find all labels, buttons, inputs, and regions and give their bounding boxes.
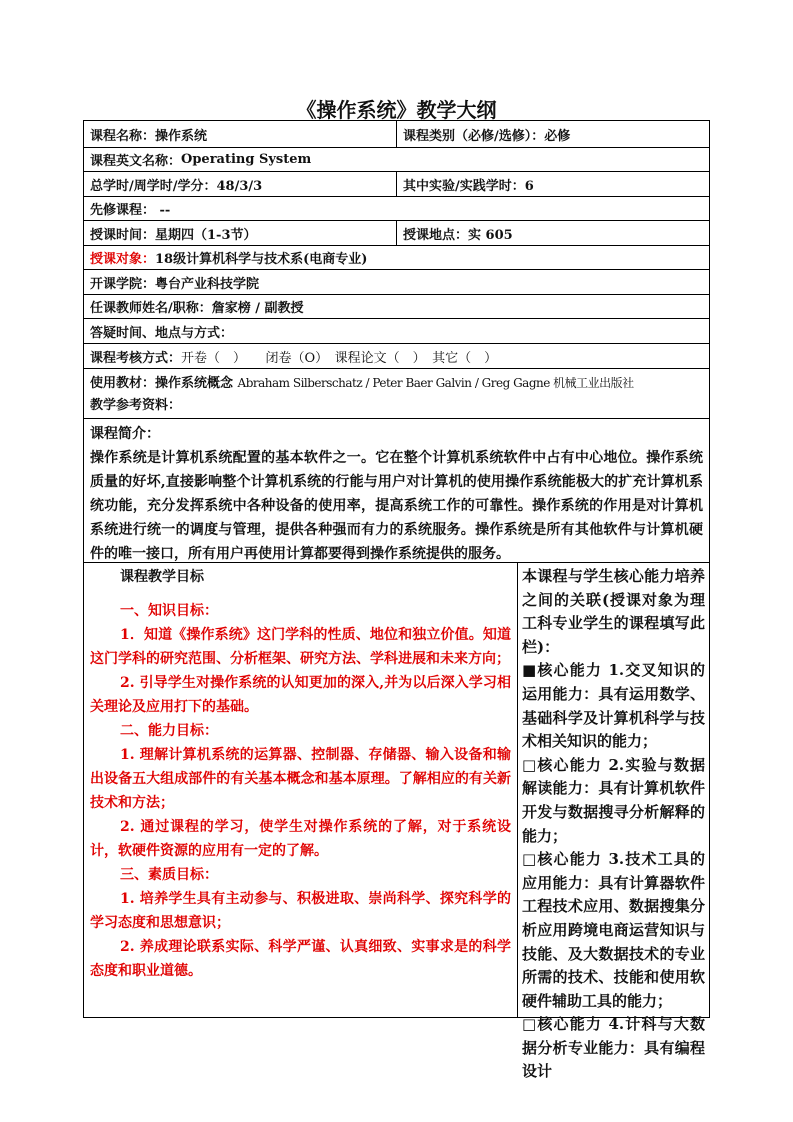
core-heading: 本课程与学生核心能力培养之间的关联(授课对象为理工科专业学生的课程填写此栏)： — [522, 567, 705, 656]
table-row — [84, 344, 709, 369]
course-name: 课程名称：操作系统 — [84, 121, 397, 147]
credit-hours: 总学时/周学时/学分：48/3/3 — [84, 172, 397, 196]
table-row — [84, 419, 709, 563]
assessment-label: 课程考核方式： — [90, 350, 182, 366]
audience — [84, 246, 709, 269]
reference-materials: 教学参考资料： — [90, 398, 182, 413]
textbooks — [84, 369, 709, 418]
table-row — [84, 563, 709, 1081]
textbook-label: 使用教材：操作系统概念 — [90, 376, 238, 391]
textbook-value: Abraham Silberschatz / Peter Baer Galvin / Greg Gagne 机械工业出版社 — [237, 376, 634, 390]
audience-value: 18级计算机科学与技术系(电商专业) — [155, 252, 368, 267]
table-row — [84, 121, 709, 148]
core-item: □核心能力 2.实验与数据解读能力：具有计算机软件开发与数据搜寻分析解释的能力； — [522, 755, 705, 845]
intro-label: 课程简介： — [90, 426, 160, 442]
english-name-label: 课程英文名称： — [90, 154, 182, 169]
goal-item: 2. 引导学生对操作系统的认知更加的深入,并为以后深入学习相关理论及应用打下的基础。 — [90, 675, 511, 715]
goal-item: 1. 培养学生具有主动参与、积极进取、崇尚科学、探究科学的学习态度和思想意识； — [90, 891, 511, 931]
assessment — [84, 344, 709, 368]
goal-item: 2. 养成理论联系实际、科学严谨、认真细致、实事求是的科学态度和职业道德。 — [90, 939, 511, 979]
syllabus-table — [83, 120, 710, 1081]
table-row — [84, 197, 709, 221]
core-item: ■核心能力 1.交叉知识的运用能力：具有运用数学、基础科学及计算机科学与技术相关知识的能力； — [522, 661, 705, 751]
english-name-value: Operating System — [181, 152, 312, 167]
teacher: 任课教师姓名/职称：詹家榜 / 副教授 — [90, 301, 304, 316]
table-row — [84, 295, 709, 319]
core-item: □核心能力 4.计科与大数据分析专业能力：具有编程设计 — [522, 1015, 705, 1081]
goals-heading: 课程教学目标 — [120, 569, 204, 585]
document-title: 《操作系统》教学大纲 — [296, 98, 497, 122]
table-row — [84, 246, 709, 270]
lab-hours: 其中实验/实践学时：6 — [403, 178, 534, 194]
prerequisites: 先修课程： -- — [90, 203, 171, 218]
course-intro — [84, 419, 709, 562]
table-row — [84, 369, 709, 419]
class-time: 授课时间：星期四（1-3节） — [84, 221, 397, 245]
audience-label: 授课对象： — [90, 252, 156, 267]
goal-heading: 二、能力目标： — [120, 723, 218, 739]
goal-heading: 一、知识目标： — [120, 603, 218, 619]
class-place: 授课地点：实 605 — [403, 227, 513, 243]
course-type: 课程类别（必修/选修）：必修 — [403, 128, 571, 144]
office-hours: 答疑时间、地点与方式： — [90, 325, 234, 341]
intro-text: 操作系统是计算机系统配置的基本软件之一。它在整个计算机系统软件中占有中心地位。操作系统质量的好坏,直接影响整个计算机系统的行能与用户对计算机的使用操作系统能极大的扩充计算机系统功能，充分发挥系统中各种设备的使用率，提高系统工作的可靠性。操作系统的作用是对计算机系统进行统一的调度与管理，提供各种强而有力的系统服务。操作系统是所有其他软件与计算机硬件的唯一接口，所有用户再使用计算都要得到操作系统提供的服务。 — [90, 450, 703, 562]
core-item: □核心能力 3.技术工具的应用能力：具有计算器软件工程技术应用、数据搜集分析应用跨境电商运营知识与技能、及大数据技术的专业所需的技术、技能和使用软硬件辅助工具的能力； — [522, 850, 705, 1010]
goal-item: 1．知道《操作系统》这门学科的性质、地位和独立价值。知道这门学科的研究范围、分析框架、研究方法、学科进展和未来方向； — [90, 627, 511, 667]
teaching-goals — [84, 563, 518, 1017]
core-competencies — [518, 563, 709, 1081]
assessment-options: 开卷（ ） 闭卷（O） 课程论文（ ） 其它（ ） — [181, 350, 498, 366]
goal-heading: 三、素质目标： — [120, 867, 218, 883]
goal-item: 2. 通过课程的学习，使学生对操作系统的了解，对于系统设计，软硬件资源的应用有一定的了解。 — [90, 819, 511, 859]
table-row — [84, 172, 709, 197]
english-name — [84, 148, 709, 171]
table-row — [84, 221, 709, 246]
college: 开课学院：粤台产业科技学院 — [90, 276, 260, 292]
goal-item: 1. 理解计算机系统的运算器、控制器、存储器、输入设备和输出设备五大组成部件的有关基本概念和基本原理。了解相应的有关新技术和方法； — [90, 747, 511, 811]
table-row — [84, 270, 709, 295]
table-row — [84, 148, 709, 172]
table-row — [84, 319, 709, 344]
